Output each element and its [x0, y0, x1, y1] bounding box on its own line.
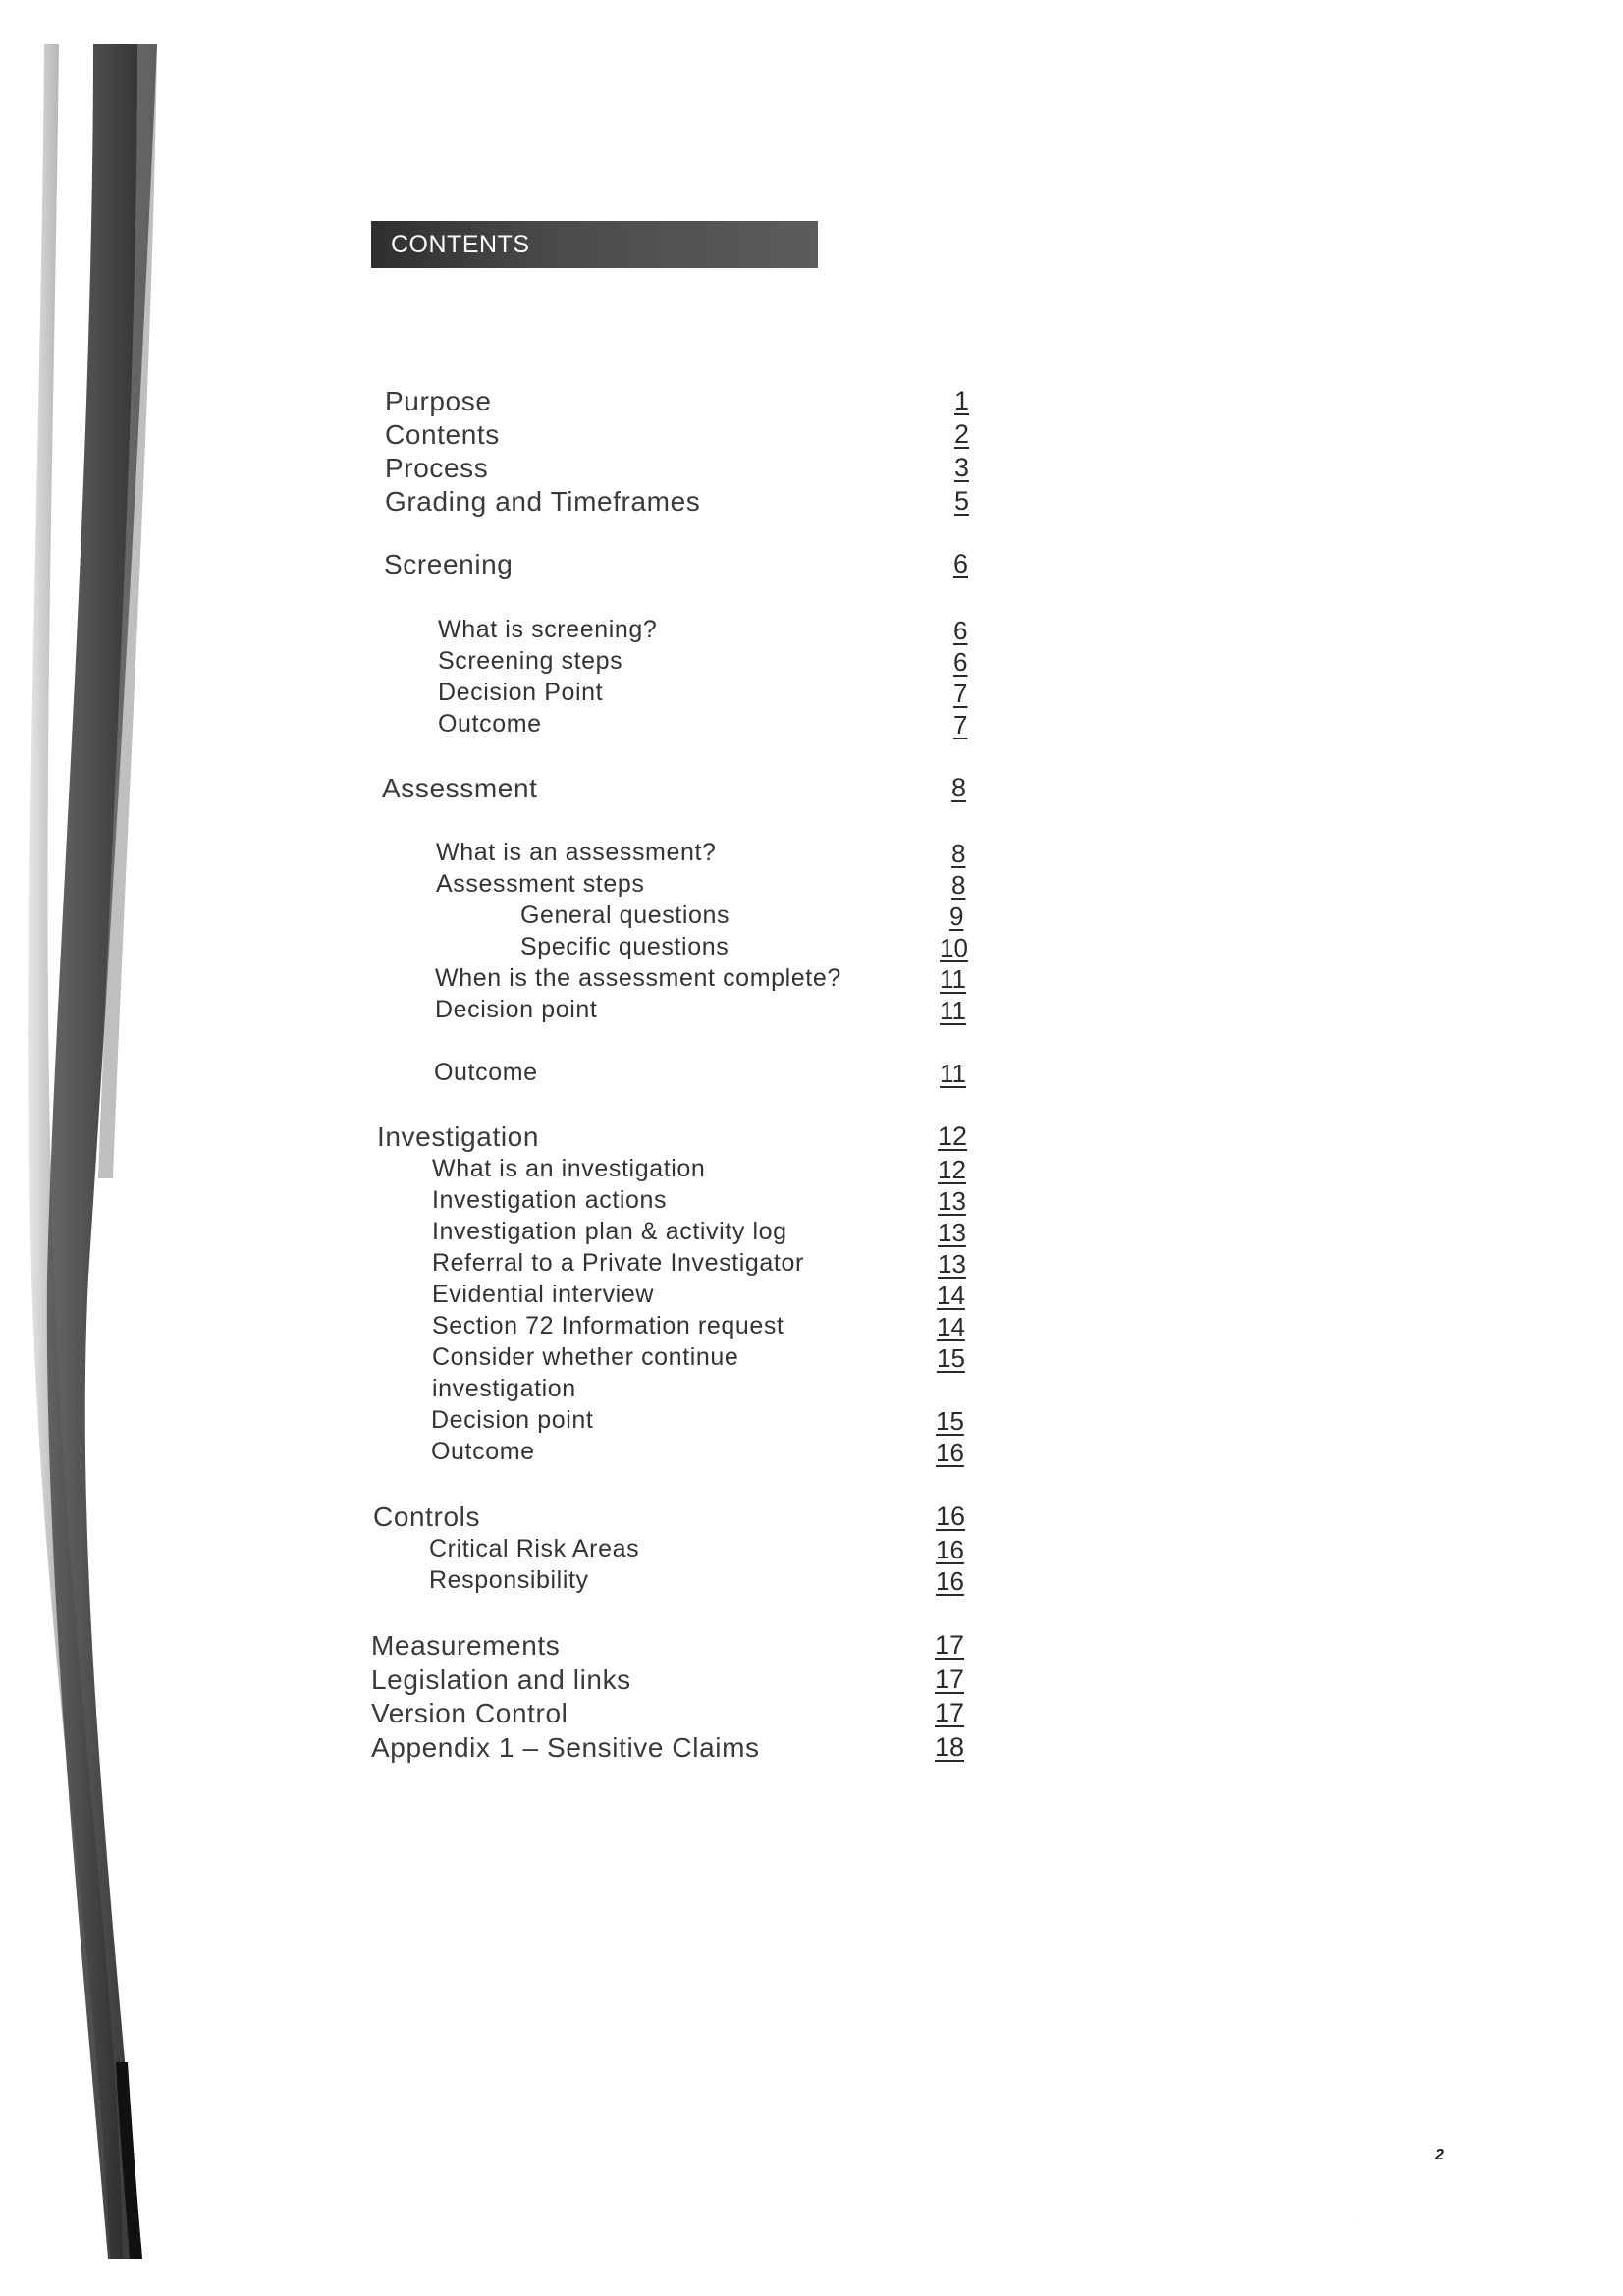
toc-entry-title: investigation [432, 1375, 576, 1402]
toc-entry-title: What is an investigation [432, 1155, 706, 1182]
toc-entry-title: Assessment steps [436, 870, 645, 898]
toc-entry-title: Specific questions [520, 933, 730, 960]
toc-entry-title: Process [385, 453, 489, 483]
contents-heading: CONTENTS [391, 231, 530, 258]
toc-page-link[interactable]: 17 [935, 1630, 965, 1660]
toc-page-link[interactable]: 8 [951, 773, 967, 802]
toc-entry-title: Investigation plan & activity log [432, 1218, 787, 1245]
toc-page-link[interactable]: 15 [936, 1406, 964, 1436]
toc-entry-title: Legislation and links [371, 1665, 631, 1695]
toc-page-link[interactable]: 8 [951, 870, 966, 900]
toc-entry-title: Outcome [438, 710, 542, 738]
toc-entry-title: Decision point [435, 996, 598, 1023]
toc-entry-title: Purpose [385, 386, 492, 416]
toc-entry-title: Measurements [371, 1630, 561, 1661]
toc-entry-title: General questions [520, 902, 730, 929]
toc-page-link[interactable]: 7 [953, 710, 968, 739]
toc-page-link[interactable]: 7 [953, 679, 968, 708]
toc-entry-title: Screening [384, 549, 514, 579]
toc-entry-title: Referral to a Private Investigator [432, 1249, 804, 1277]
toc-entry-title: Grading and Timeframes [385, 486, 701, 517]
toc-page-link[interactable]: 1 [954, 386, 970, 415]
toc-page-link[interactable]: 11 [940, 996, 966, 1025]
toc-page-link[interactable]: 10 [940, 933, 968, 962]
toc-page-link[interactable]: 16 [936, 1438, 964, 1467]
toc-entry-title: What is screening? [438, 616, 658, 643]
toc-entry-title: Investigation actions [432, 1186, 668, 1214]
toc-entry-title: Assessment [382, 773, 538, 803]
toc-entry-title: Section 72 Information request [432, 1312, 784, 1339]
toc-page-link[interactable]: 14 [937, 1281, 965, 1310]
toc-page-link[interactable]: 17 [935, 1698, 965, 1727]
page-number: 2 [1435, 2147, 1444, 2163]
toc-page-link[interactable]: 11 [940, 1059, 966, 1088]
toc-entry-title: Responsibility [429, 1566, 589, 1594]
toc-entry-title: Controls [373, 1502, 481, 1532]
toc-entry-title: Appendix 1 – Sensitive Claims [371, 1732, 760, 1763]
toc-page-link[interactable]: 14 [937, 1312, 965, 1341]
toc-entry-title: Evidential interview [432, 1281, 654, 1308]
toc-page-link[interactable]: 6 [953, 549, 969, 578]
toc-page-link[interactable]: 5 [954, 486, 970, 516]
toc-page-link[interactable]: 3 [954, 453, 970, 482]
toc-page-link[interactable]: 12 [938, 1155, 966, 1184]
toc-entry-title: Decision Point [438, 679, 604, 706]
toc-page-link[interactable]: 2 [954, 419, 970, 449]
toc-page-link[interactable]: 17 [935, 1665, 965, 1694]
toc-page-link[interactable]: 16 [936, 1535, 964, 1564]
toc-page-link[interactable]: 13 [938, 1186, 966, 1216]
toc-entry-title: Outcome [431, 1438, 535, 1465]
toc-entry-title: Screening steps [438, 647, 623, 675]
toc-entry-title: When is the assessment complete? [435, 964, 841, 992]
toc-page-link[interactable]: 13 [938, 1249, 966, 1279]
toc-page-link[interactable]: 12 [938, 1121, 968, 1151]
toc-entry-title: What is an assessment? [436, 839, 717, 866]
toc-page-link[interactable]: 13 [938, 1218, 966, 1247]
toc-page-link[interactable]: 16 [936, 1502, 966, 1531]
toc-page-link[interactable]: 6 [953, 616, 968, 645]
toc-entry-title: Investigation [377, 1121, 540, 1152]
toc-page-link[interactable]: 9 [949, 902, 964, 931]
toc-entry-title: Version Control [371, 1698, 568, 1728]
toc-page-link[interactable]: 8 [951, 839, 966, 868]
toc-page-link[interactable]: 11 [940, 964, 966, 994]
toc-entry-title: Outcome [434, 1059, 538, 1086]
toc-entry-title: Consider whether continue [432, 1343, 739, 1371]
toc-entry-title: Contents [385, 419, 500, 450]
toc-page-link[interactable]: 18 [935, 1732, 965, 1762]
toc-entry-title: Critical Risk Areas [429, 1535, 640, 1562]
toc-page-link[interactable]: 15 [937, 1343, 965, 1373]
scan-speck: · [1355, 2214, 1358, 2223]
toc-page-link[interactable]: 16 [936, 1566, 964, 1596]
toc-entry-title: Decision point [431, 1406, 594, 1434]
toc-page-link[interactable]: 6 [953, 647, 968, 677]
